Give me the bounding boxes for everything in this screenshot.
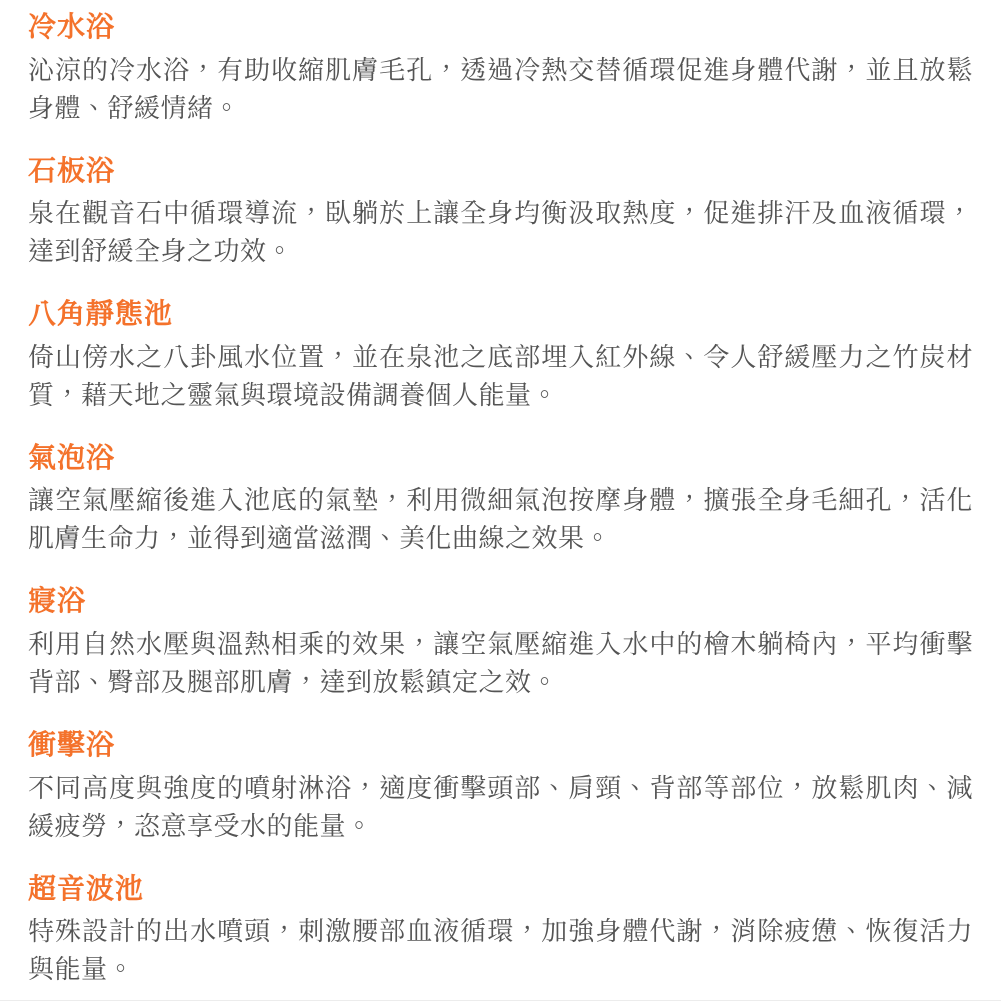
section-title: 八角靜態池 xyxy=(28,298,174,330)
section-stone-slab-bath xyxy=(28,154,973,271)
section-description: 特殊設計的出水噴頭，刺激腰部血液循環，加強身體代謝，消除疲憊、恢復活力與能量。 xyxy=(28,916,973,985)
section-description: 利用自然水壓與溫熱相乘的效果，讓空氣壓縮進入水中的檜木躺椅內，平均衝擊背部、臀部及腿部肌膚，達到放鬆鎮定之效。 xyxy=(28,628,973,697)
section-impact-bath xyxy=(28,728,973,845)
section-octagon-still-pool xyxy=(28,297,973,414)
section-title: 超音波池 xyxy=(28,872,145,904)
section-title: 石板浴 xyxy=(28,154,116,186)
section-bubble-bath xyxy=(28,441,973,558)
section-reclining-bath xyxy=(28,584,973,701)
section-description: 讓空氣壓縮後進入池底的氣墊，利用微細氣泡按摩身體，擴張全身毛細孔，活化肌膚生命力，並得到適當滋潤、美化曲線之效果。 xyxy=(28,485,973,554)
section-ultrasonic-pool xyxy=(28,872,973,989)
section-title: 衝擊浴 xyxy=(28,728,116,760)
section-title: 氣泡浴 xyxy=(28,441,116,473)
section-description: 倚山傍水之八卦風水位置，並在泉池之底部埋入紅外線、令人舒緩壓力之竹炭材質，藉天地之靈氣與環境設備調養個人能量。 xyxy=(28,341,973,410)
section-title: 寢浴 xyxy=(28,585,87,617)
section-cold-bath xyxy=(28,10,973,127)
section-description: 泉在觀音石中循環導流，臥躺於上讓全身均衡汲取熱度，促進排汗及血液循環，達到舒緩全身之功效。 xyxy=(28,198,973,267)
section-title: 冷水浴 xyxy=(28,11,116,42)
section-description: 沁涼的冷水浴，有助收縮肌膚毛孔，透過冷熱交替循環促進身體代謝，並且放鬆身體、舒緩情緒。 xyxy=(28,54,973,123)
section-description: 不同高度與強度的噴射淋浴，適度衝擊頭部、肩頸、背部等部位，放鬆肌肉、減緩疲勞，恣意享受水的能量。 xyxy=(28,772,973,841)
